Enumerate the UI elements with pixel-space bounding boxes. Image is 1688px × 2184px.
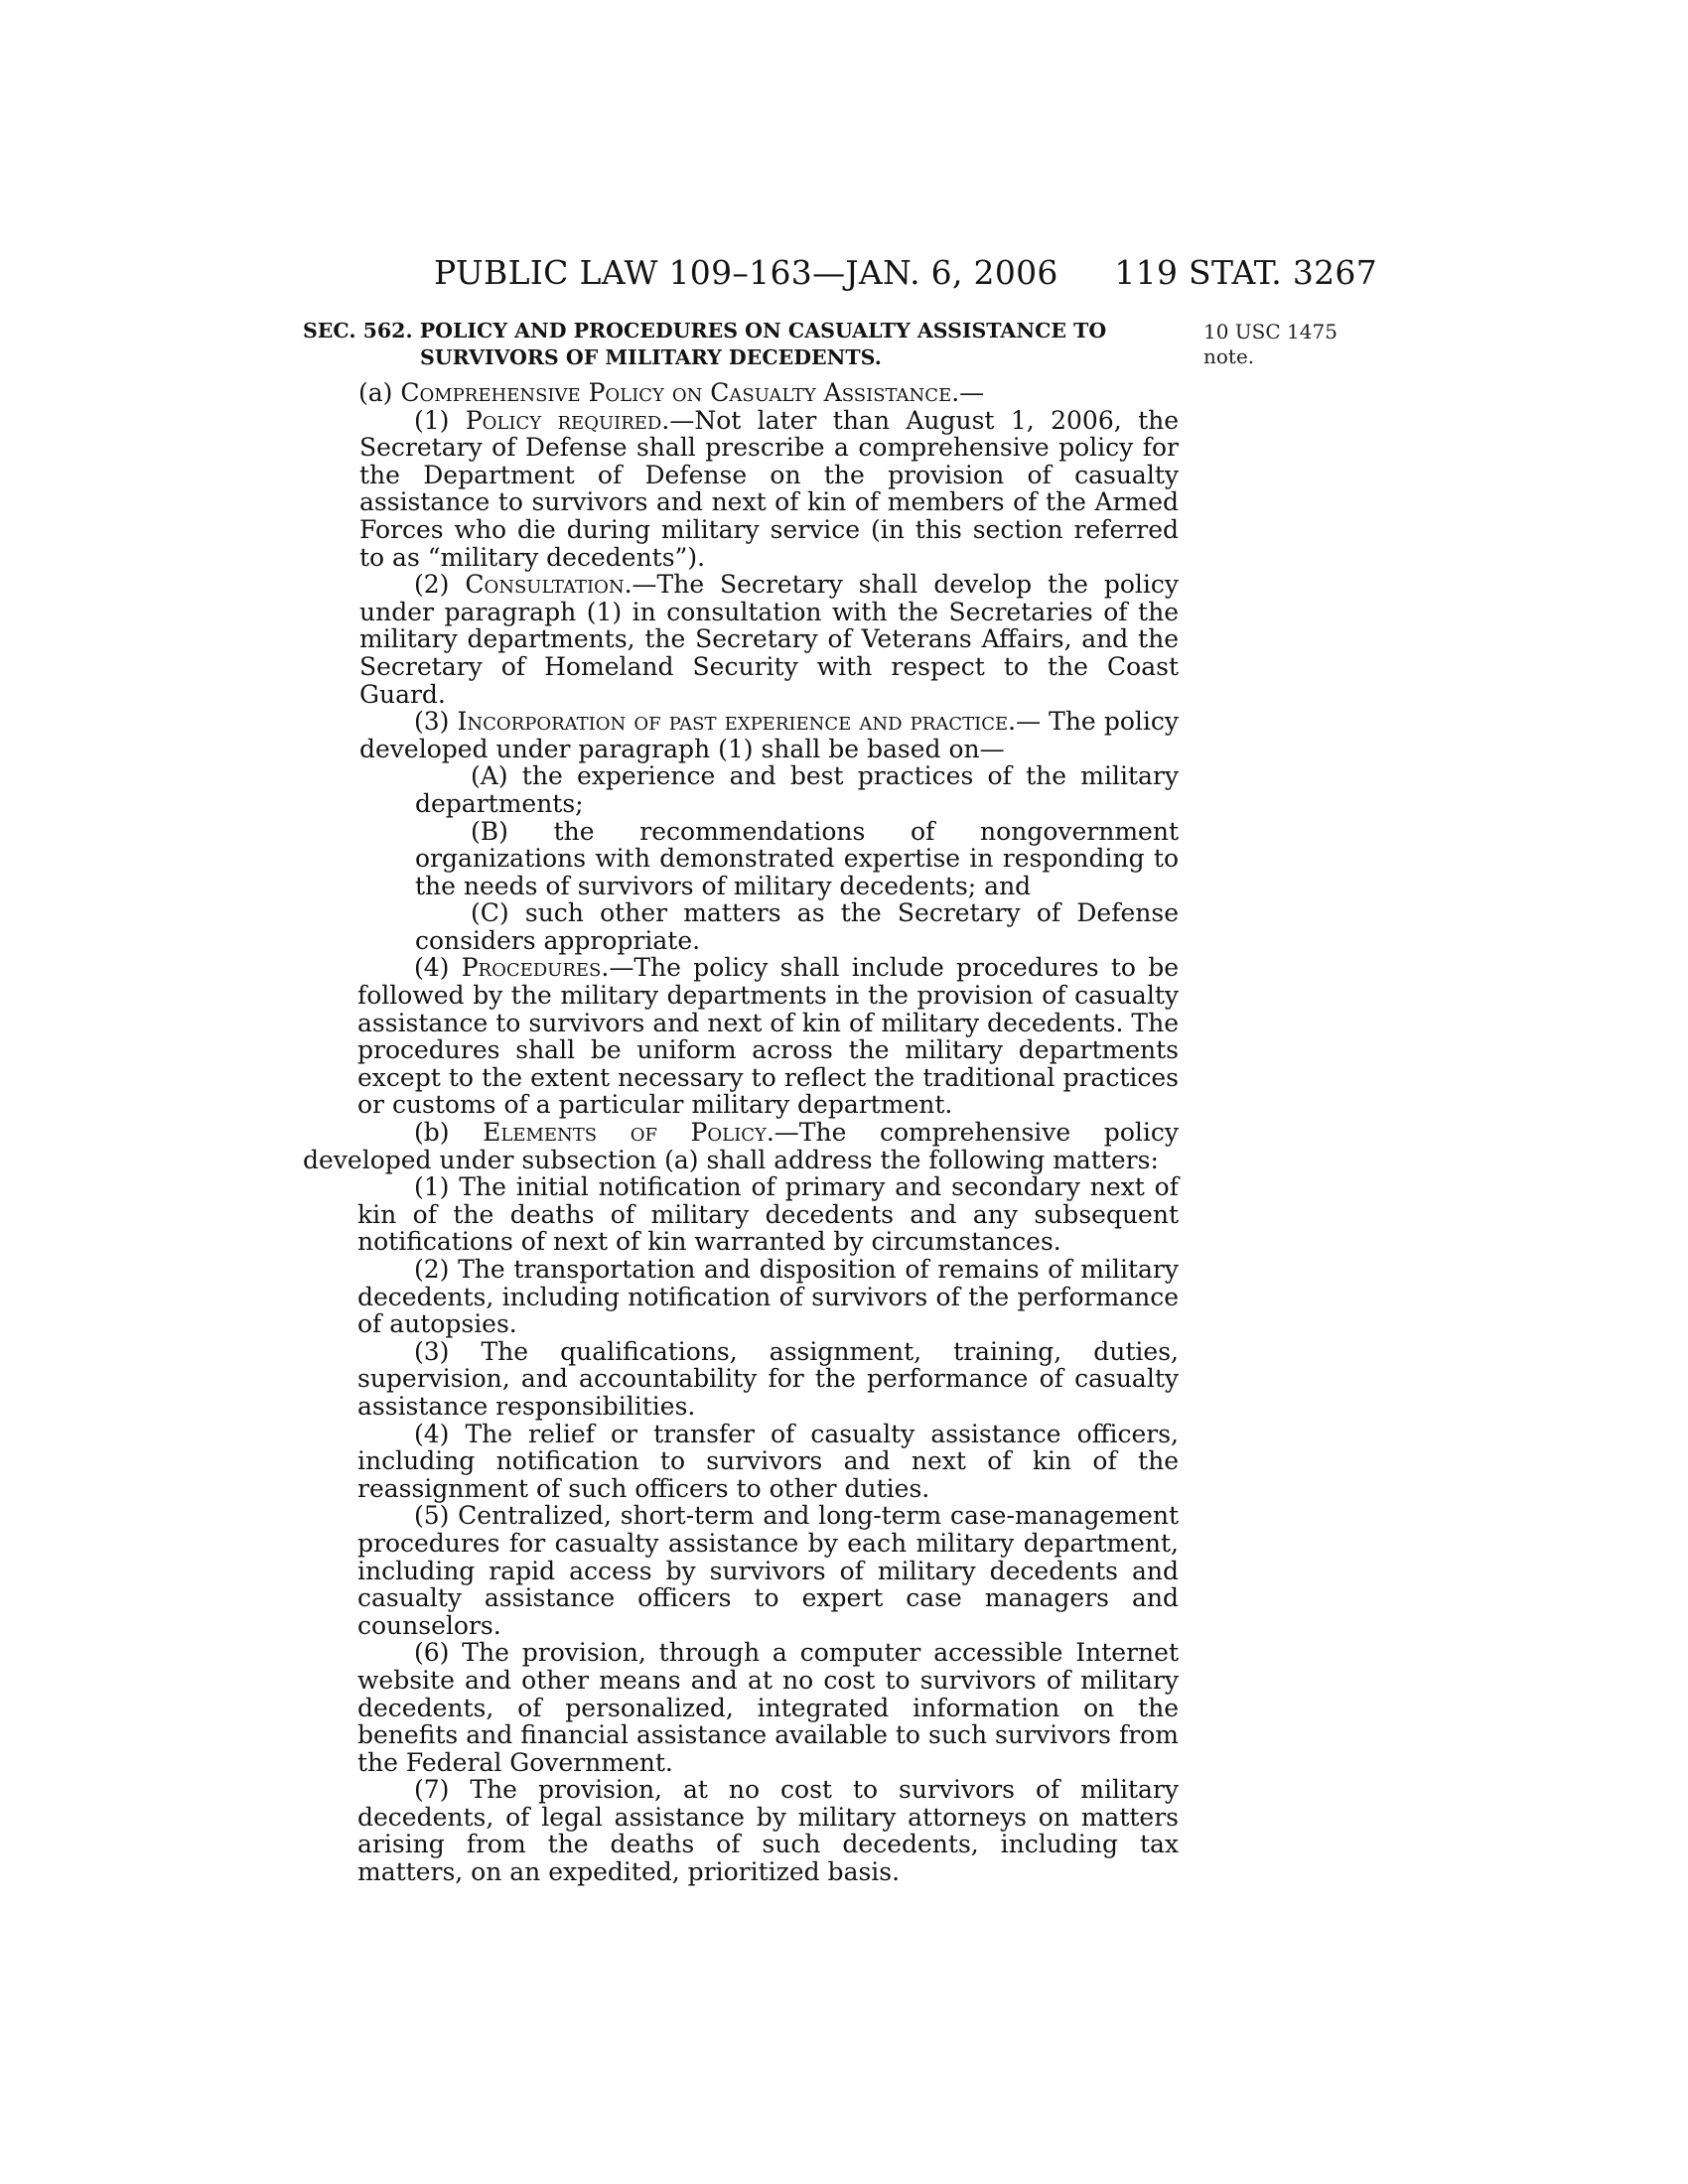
subsection-a-heading [303, 379, 1179, 407]
paragraph-b-6: (6) The provision, through a computer accessible Internet website and other means and at no cost to survivors of military decedents, of personalized, integrated information on the benefits and financial assistance available to such survivors from the Federal Government. [357, 1638, 1179, 1777]
statute-page-number: 119 STAT. 3267 [1114, 253, 1377, 292]
paragraph-b-2: (2) The transportation and disposition of remains of military decedents, including notification of survivors of the performance of autopsies. [357, 1255, 1179, 1339]
subsection-b-text: —The comprehensive policy developed under subsection (a) shall address the following matters: [303, 1118, 1179, 1174]
margin-note-suffix: note. [1203, 344, 1255, 368]
paragraph-b-5: (5) Centralized, short-term and long-term case-management procedures for casualty assistance by each military department, including rapid access by survivors of military decedents and casualty assistance officers to expert case managers and counselors. [357, 1501, 1179, 1640]
subsection-b [303, 1119, 1179, 1173]
subsection-a-lead: (a) [358, 378, 401, 407]
paragraph-a-1-lead: (1) [414, 405, 466, 435]
paragraph-a-4-heading: Procedures. [461, 953, 610, 983]
paragraph-a-3-lead: (3) [414, 707, 458, 737]
margin-note [1203, 320, 1337, 369]
subsection-b-lead: (b) [414, 1118, 484, 1148]
paragraph-b-3: (3) The qualifications, assignment, training, duties, supervision, and accountability for the performance of casualty assistance responsibilities. [357, 1336, 1179, 1421]
paragraph-a-1-text: —Not later than August 1, 2006, the Secretary of Defense shall prescribe a comprehensive policy for the Department of Defense on the provision of casualty assistance to survivors and next of kin of members of the Armed Forces who die during military service (in this section referred to as “military decedents”). [359, 405, 1180, 572]
section-heading [303, 318, 1177, 371]
section-heading-line-1: SEC. 562. POLICY AND PROCEDURES ON CASUALTY ASSISTANCE TO [303, 319, 1107, 342]
paragraph-a-3-text: — The policy developed under paragraph (1) shall be based on— [359, 707, 1179, 763]
paragraph-a-4-lead: (4) [414, 953, 462, 983]
paragraph-a-4 [303, 954, 1179, 1119]
paragraph-a-2-heading: Consultation. [465, 570, 633, 600]
margin-note-citation: 10 USC 1475 [1203, 320, 1337, 343]
paragraph-a-2 [303, 571, 1179, 708]
running-head [434, 253, 1377, 293]
subsection-b-heading: Elements of Policy. [483, 1118, 774, 1148]
paragraph-a-1 [303, 407, 1179, 572]
public-law-citation: PUBLIC LAW 109–163—JAN. 6, 2006 [434, 253, 1058, 292]
paragraph-a-1-heading: Policy required. [465, 405, 670, 435]
paragraph-a-2-lead: (2) [414, 570, 466, 600]
section-heading-line-2: SURVIVORS OF MILITARY DECEDENTS. [420, 345, 882, 369]
subsection-a-title: Comprehensive Policy on Casualty Assistance.— [400, 378, 985, 407]
paragraph-a-3 [303, 708, 1179, 762]
section-body [303, 379, 1179, 1886]
paragraph-b-4: (4) The relief or transfer of casualty assistance officers, including notification to survivors and next of kin of the reassignment of such officers to other duties. [357, 1419, 1179, 1503]
subparagraph-a-3-B: (B) the recommendations of nongovernment organizations with demonstrated expertise in responding to the needs of survivors of military decedents; and [415, 816, 1179, 900]
subparagraph-a-3-C: (C) such other matters as the Secretary of Defense considers appropriate. [415, 898, 1179, 955]
paragraph-b-7: (7) The provision, at no cost to survivors of military decedents, of legal assistance by military attorneys on matters arising from the deaths of such decedents, including tax matters, on an expedited, prioritized basis. [357, 1775, 1179, 1887]
paragraph-a-2-text: —The Secretary shall develop the policy under paragraph (1) in consultation with the Secretaries of the military departments, the Secretary of Veterans Affairs, and the Secretary of Homeland Security with respect to the Coast Guard. [359, 570, 1179, 709]
subparagraph-a-3-A: (A) the experience and best practices of the military departments; [415, 761, 1179, 818]
paragraph-b-1: (1) The initial notification of primary and secondary next of kin of the deaths of military decedents and any subsequent notifications of next of kin warranted by circumstances. [357, 1172, 1179, 1257]
paragraph-a-4-text: —The policy shall include procedures to be followed by the military departments in the provision of casualty assistance to survivors and next of kin of military decedents. The procedures shall be uniform across the military departments except to the extent necessary to reflect the traditional practices or customs of a particular military department. [357, 953, 1179, 1120]
paragraph-a-3-heading: Incorporation of past experience and practice. [457, 707, 1017, 737]
